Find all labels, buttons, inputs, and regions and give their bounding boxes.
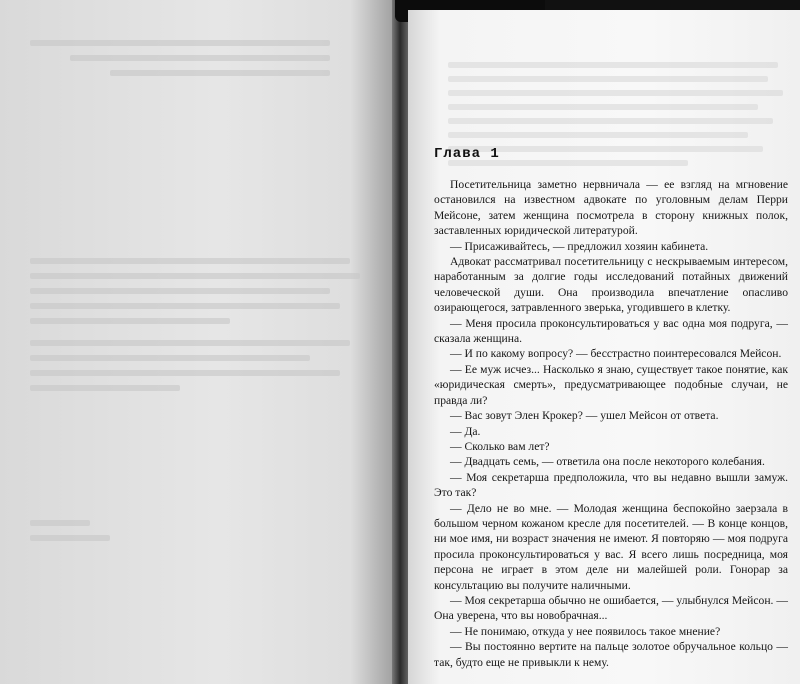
chapter-body-text: [434, 177, 788, 670]
paragraph: — Да.: [450, 424, 481, 438]
paragraph: — Двадцать семь, — ответила она после некоторого колебания.: [450, 455, 765, 469]
bleed-through-lines-middle: [30, 258, 370, 333]
paragraph: — И по какому вопросу? — бесстрастно поинтересовался Мейсон.: [450, 347, 782, 361]
paragraph: — Ее муж исчез... Насколько я знаю, существует такое понятие, как «юридическая смерть», предусматривающее подобные случаи, не правда ли?: [434, 362, 788, 407]
bleed-through-lines-bottom: [30, 520, 370, 550]
paragraph: — Дело не во мне. — Молодая женщина беспокойно заерзала в большом черном кожаном кресле для посетителей. — В конце концов, ни мое имя, ни возраст значения не имеют. Я повторяю — моя подруга просила проконсультироваться у вас. Я всего лишь посредница, моя персона не играет в этом деле ни малейшей роли. Гонорар за консультацию вы получите наличными.: [434, 501, 788, 592]
left-page: [0, 0, 398, 684]
paragraph: — Меня просила проконсультироваться у вас одна моя подруга, — сказала женщина.: [434, 316, 788, 346]
paragraph: — Вы постоянно вертите на пальце золотое обручальное кольцо — так, будто еще не привыкли к нему.: [434, 640, 788, 669]
paragraph: — Сколько вам лет?: [450, 439, 550, 453]
bleed-through-lines-top: [30, 40, 370, 85]
paragraph: Адвокат рассматривал посетительницу с нескрываемым интересом, наработанным за долгие годы исследований потайных движений человеческой души. Она производила впечатление опасливо озирающегося, затравленного зверька, угодившего в клетку.: [434, 255, 788, 315]
paragraph: Посетительница заметно нервничала — ее взгляд на мгновение остановился на известном адвокате по уголовным делам Перри Мейсоне, затем женщина посмотрела в сторону книжных полок, заставленных юридической литературой.: [434, 178, 788, 238]
bleed-through-lines-lower: [30, 340, 370, 400]
chapter-title: Глава 1: [434, 146, 500, 162]
paragraph: — Вас зовут Элен Крокер? — ушел Мейсон от ответа.: [450, 409, 719, 423]
paragraph: — Не понимаю, откуда у нее появилось такое мнение?: [450, 624, 721, 638]
paragraph: — Моя секретарша предположила, что вы недавно вышли замуж. Это так?: [434, 470, 788, 500]
right-page: [408, 10, 800, 684]
paragraph: — Присаживайтесь, — предложил хозяин кабинета.: [450, 239, 709, 253]
paragraph: — Моя секретарша обычно не ошибается, — улыбнулся Мейсон. — Она уверена, что вы новобрачная...: [434, 593, 788, 623]
